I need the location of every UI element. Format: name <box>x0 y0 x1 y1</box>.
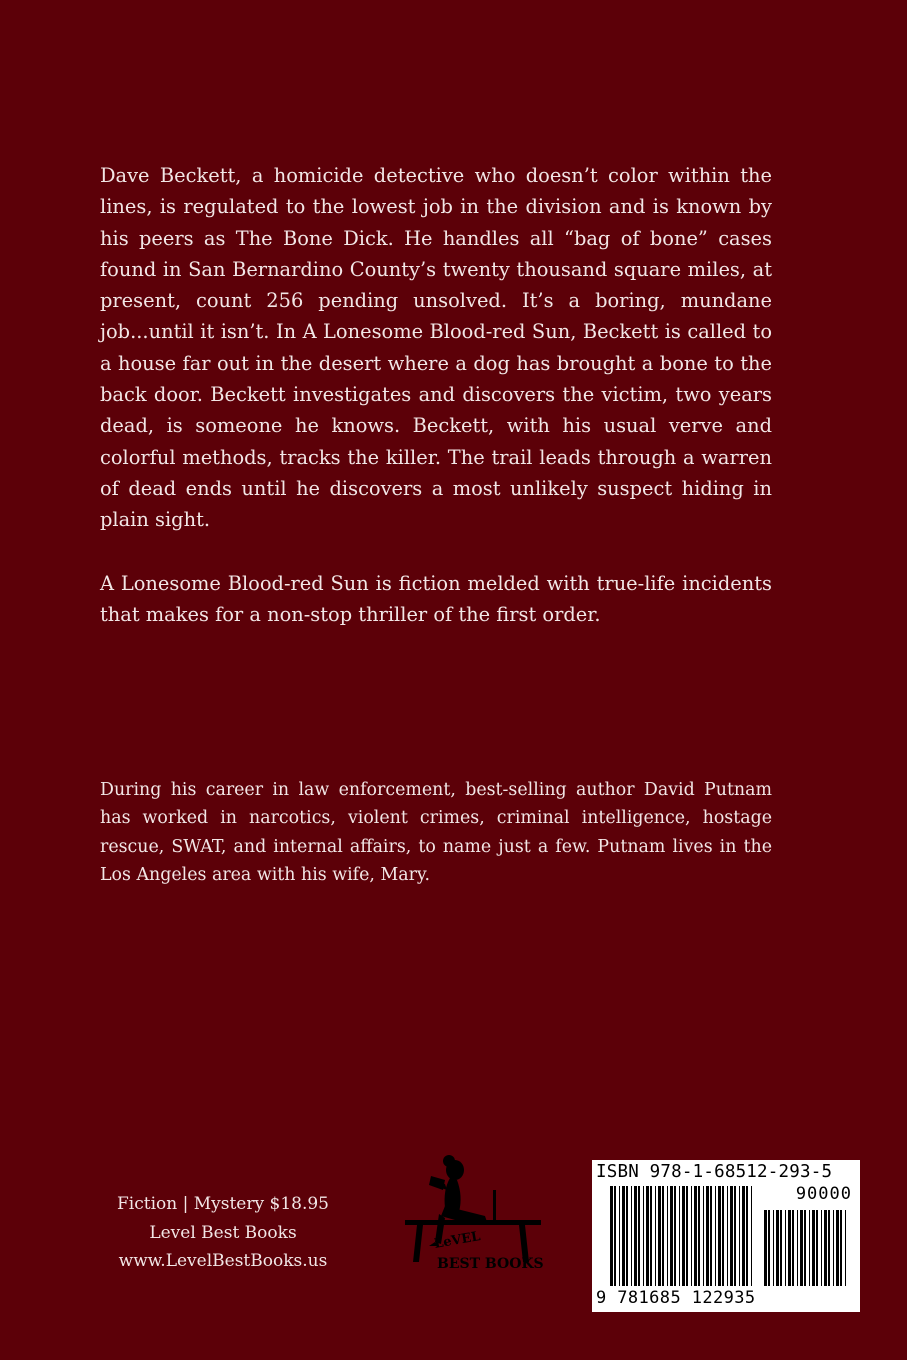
description-paragraph-1: Dave Beckett, a homicide detective who doesn’t color within the lines, is regulated to the lowest job in the division and is known by his peers as The Bone Dick. He handles all “bag of bone” cases found in San Bernardino County’s twenty thousand square miles, at present, count 256 pending unsolved. It’s a boring, mundane job...until it isn’t. In A Lonesome Blood-red Sun, Beckett is called to a house far out in the desert where a dog has brought a bone to the back door. Beckett investigates and discovers the victim, two years dead, is someone he knows. Beckett, with his usual verve and colorful methods, tracks the killer. The trail leads through a warren of dead ends until he discovers a most unlikely suspect hiding in plain sight. <box>100 164 772 532</box>
publisher-name: Level Best Books <box>149 1222 297 1243</box>
description-paragraph-2: A Lonesome Blood-red Sun is fiction melded with true-life incidents that makes for a non-stop thriller of the first order. <box>100 572 772 627</box>
price-code: 90000 <box>795 1184 852 1204</box>
genre-price: Fiction | Mystery $18.95 <box>117 1194 329 1214</box>
logo-line1: LeVEL <box>433 1229 482 1252</box>
isbn-barcode <box>592 1160 860 1312</box>
author-bio: During his career in law enforcement, best-selling author David Putnam has worked in narcotics, violent crimes, criminal intelligence, hostage rescue, SWAT, and internal affairs, to name just a few. Putnam lives in the Los Angeles area with his wife, Mary. <box>100 780 772 886</box>
publisher-website: www.LevelBestBooks.us <box>118 1251 328 1271</box>
publisher-info <box>98 1190 348 1276</box>
ean-digits: 9 781685 122935 <box>596 1288 756 1308</box>
publisher-logo-icon <box>395 1150 545 1275</box>
logo-line2: BEST BOOKS <box>437 1256 544 1272</box>
isbn-label: ISBN 978-1-68512-293-5 <box>596 1162 833 1182</box>
